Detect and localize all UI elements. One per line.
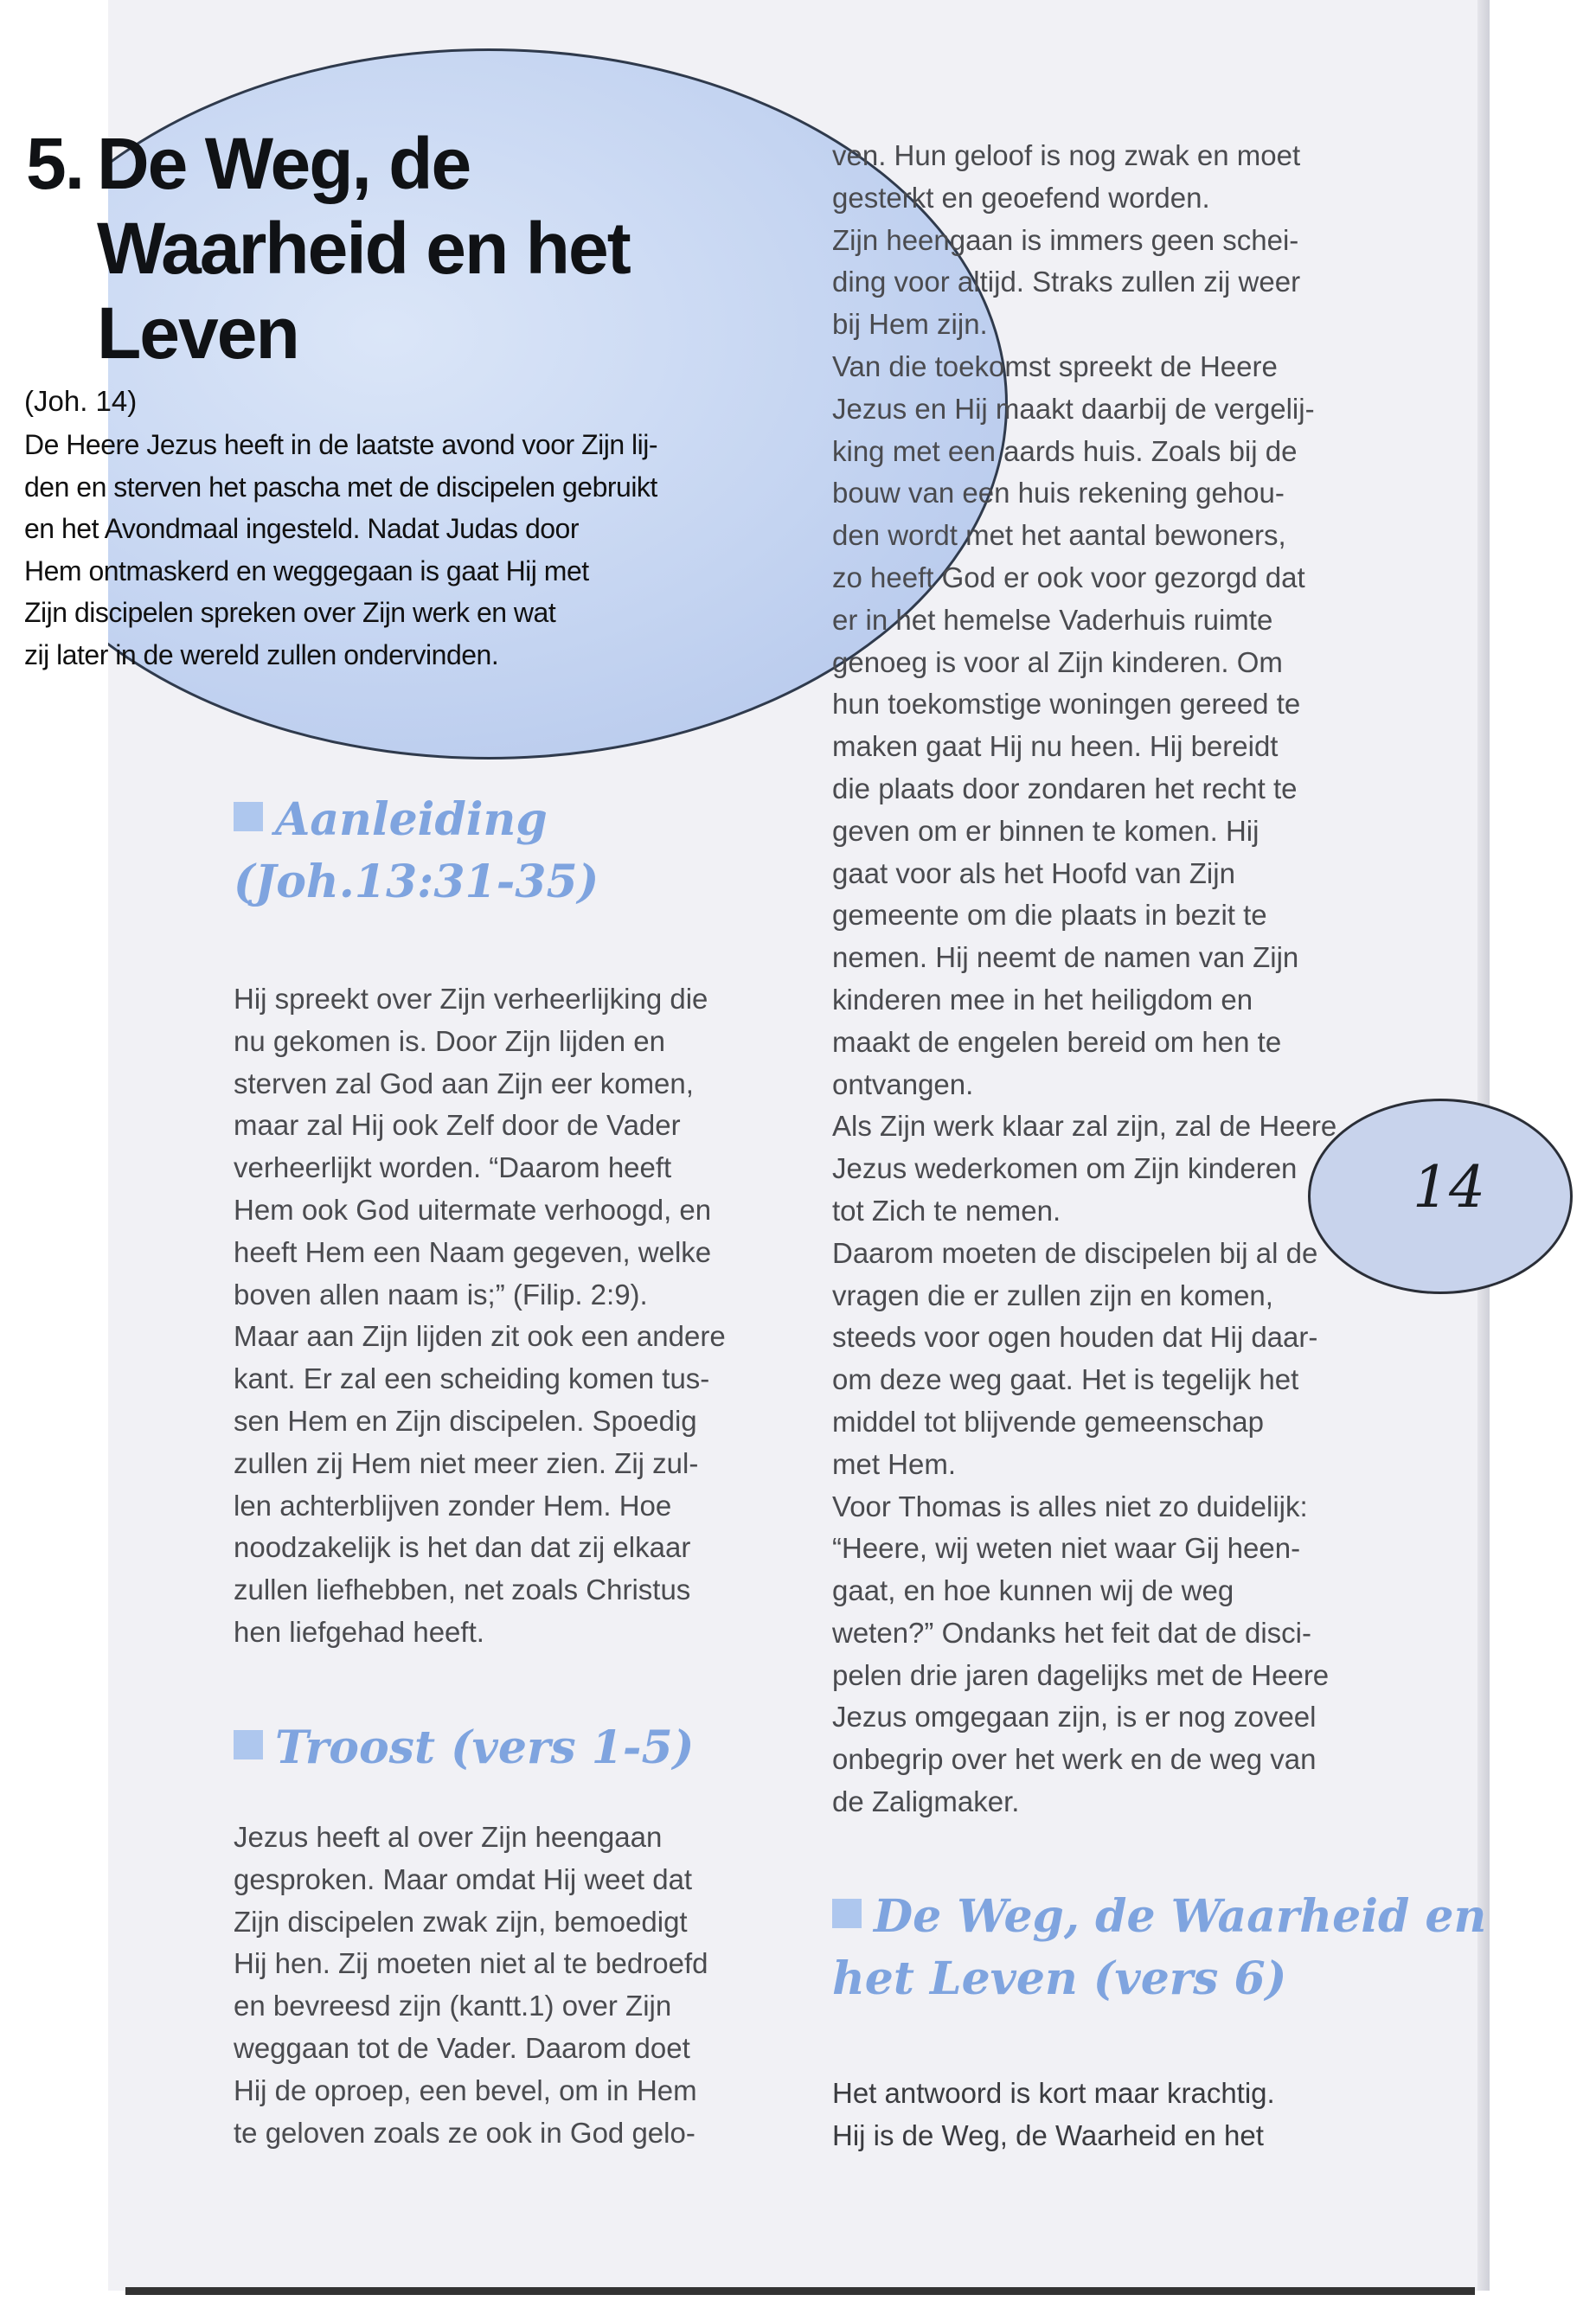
lesson-number: 5. — [26, 123, 84, 204]
text-line: noodzakelijk is het dan dat zij elkaar — [234, 1531, 691, 1564]
text-line: zullen liefhebben, net zoals Christus — [234, 1574, 691, 1606]
intro-line: den en sterven het pascha met de discipelen gebruikt — [24, 471, 657, 503]
text-line: kinderen mee in het heiligdom en — [832, 983, 1253, 1016]
text-line: en bevreesd zijn (kantt.1) over Zijn — [234, 1990, 672, 2022]
text-line: gaat, en hoe kunnen wij de weg — [832, 1574, 1234, 1607]
text-line: bij Hem zijn. — [832, 308, 988, 341]
page-title — [26, 121, 630, 375]
text-line: len achterblijven zonder Hem. Hoe — [234, 1489, 672, 1522]
text-line: hun toekomstige woningen gereed te — [832, 688, 1301, 721]
paragraph-de-weg — [832, 2073, 1275, 2157]
text-line: king met een aards huis. Zoals bij de — [832, 434, 1298, 467]
page-number: 14 — [1413, 1154, 1485, 1221]
intro-line: en het Avondmaal ingesteld. Nadat Judas door — [24, 513, 579, 544]
text-line: “Heere, wij weten niet waar Gij heen- — [832, 1532, 1301, 1565]
heading-line: Aanleiding — [275, 793, 548, 846]
text-line: Zijn discipelen zwak zijn, bemoedigt — [234, 1905, 688, 1938]
text-line: ding voor altijd. Straks zullen zij weer — [832, 266, 1301, 298]
text-line: maken gaat Hij nu heen. Hij bereidt — [832, 730, 1279, 763]
text-line: Het antwoord is kort maar krachtig. — [832, 2077, 1275, 2109]
text-line: gemeente om die plaats in bezit te — [832, 899, 1267, 932]
title-line: Waarheid en het — [97, 208, 630, 289]
text-line: boven allen naam is;” (Filip. 2:9). — [234, 1278, 648, 1311]
intro-line: zij later in de wereld zullen ondervinden. — [24, 638, 499, 670]
text-line: Jezus omgegaan zijn, is er nog zoveel — [832, 1701, 1317, 1734]
text-line: Zijn heengaan is immers geen schei- — [832, 223, 1299, 256]
text-line: die plaats door zondaren het recht te — [832, 772, 1298, 804]
page-bottom-border — [125, 2287, 1475, 2295]
text-line: Daarom moeten de discipelen bij al de — [832, 1236, 1318, 1269]
text-line: Van die toekomst spreekt de Heere — [832, 349, 1278, 382]
text-line: Voor Thomas is alles niet zo duidelijk: — [832, 1490, 1308, 1522]
heading-square-icon — [234, 802, 263, 831]
text-line: gesterkt en geoefend worden. — [832, 181, 1210, 214]
title-line: De Weg, de — [97, 123, 471, 204]
text-line: Hem ook God uitermate verhoogd, en — [234, 1193, 712, 1226]
text-line: Hij hen. Zij moeten niet al te bedroefd — [234, 1947, 708, 1980]
text-line: pelen drie jaren dagelijks met de Heere — [832, 1658, 1330, 1691]
paragraph-continuation — [832, 135, 1336, 1823]
bible-reference: (Joh. 14) — [24, 385, 138, 417]
text-line: Maar aan Zijn lijden zit ook een andere — [234, 1320, 726, 1353]
text-line: Jezus heeft al over Zijn heengaan — [234, 1821, 663, 1853]
text-line: middel tot blijvende gemeenschap — [832, 1405, 1264, 1438]
intro-line: Hem ontmaskerd en weggegaan is gaat Hij met — [24, 554, 589, 586]
paragraph-troost — [234, 1817, 708, 2154]
text-line: genoeg is voor al Zijn kinderen. Om — [832, 645, 1283, 678]
text-line: verheerlijkt worden. “Daarom heeft — [234, 1151, 672, 1184]
text-line: sen Hem en Zijn discipelen. Spoedig — [234, 1404, 697, 1437]
text-line: nemen. Hij neemt de namen van Zijn — [832, 941, 1299, 974]
intro-paragraph — [24, 424, 708, 676]
text-line: Als Zijn werk klaar zal zijn, zal de Heere — [832, 1110, 1337, 1143]
text-line: nu gekomen is. Door Zijn lijden en — [234, 1024, 665, 1057]
text-line: Jezus en Hij maakt daarbij de vergelij- — [832, 392, 1315, 425]
section-heading-aanleiding — [234, 789, 599, 913]
text-line: gesproken. Maar omdat Hij weet dat — [234, 1862, 693, 1895]
text-line: geven om er binnen te komen. Hij — [832, 814, 1259, 847]
text-line: Hij de oproep, een bevel, om in Hem — [234, 2073, 697, 2106]
text-line: bouw van een huis rekening gehou- — [832, 477, 1285, 510]
text-line: onbegrip over het werk en de weg van — [832, 1743, 1317, 1776]
intro-line: Zijn discipelen spreken over Zijn werk en wat — [24, 597, 556, 628]
text-line: maakt de engelen bereid om hen te — [832, 1025, 1282, 1058]
text-line: steeds voor ogen houden dat Hij daar- — [832, 1321, 1318, 1354]
heading-line: Troost (vers 1-5) — [275, 1721, 695, 1774]
text-line: gaat voor als het Hoofd van Zijn — [832, 856, 1235, 889]
text-line: te geloven zoals ze ook in God gelo- — [234, 2116, 695, 2149]
text-line: zo heeft God er ook voor gezorgd dat — [832, 561, 1305, 593]
section-heading-troost — [234, 1717, 694, 1779]
paragraph-aanleiding — [234, 978, 726, 1654]
text-line: Hij spreekt over Zijn verheerlijking die — [234, 983, 708, 1015]
text-line: ven. Hun geloof is nog zwak en moet — [832, 139, 1301, 171]
text-line: kant. Er zal een scheiding komen tus- — [234, 1362, 710, 1395]
text-line: om deze weg gaat. Het is tegelijk het — [832, 1363, 1299, 1396]
title-line: Leven — [97, 292, 298, 374]
text-line: met Hem. — [832, 1447, 957, 1480]
text-line: den wordt met het aantal bewoners, — [832, 519, 1286, 552]
text-line: ontvangen. — [832, 1067, 974, 1100]
text-line: Jezus wederkomen om Zijn kinderen — [832, 1152, 1298, 1185]
text-line: tot Zich te nemen. — [832, 1194, 1061, 1227]
text-line: zullen zij Hem niet meer zien. Zij zul- — [234, 1446, 699, 1479]
text-line: weggaan tot de Vader. Daarom doet — [234, 2031, 690, 2064]
text-line: hen liefgehad heeft. — [234, 1615, 484, 1648]
text-line: vragen die er zullen zijn en komen, — [832, 1279, 1273, 1311]
text-line: heeft Hem een Naam gegeven, welke — [234, 1235, 712, 1268]
text-line: sterven zal God aan Zijn eer komen, — [234, 1067, 694, 1099]
text-line: weten?” Ondanks het feit dat de disci- — [832, 1616, 1311, 1649]
heading-square-icon — [234, 1730, 263, 1759]
heading-line: De Weg, de Waarheid en — [874, 1890, 1487, 1943]
heading-square-icon — [832, 1899, 862, 1928]
text-line: er in het hemelse Vaderhuis ruimte — [832, 603, 1273, 636]
text-line: de Zaligmaker. — [832, 1785, 1020, 1818]
text-line: Hij is de Weg, de Waarheid en het — [832, 2118, 1264, 2151]
section-heading-de-weg — [832, 1886, 1486, 2010]
heading-line: het Leven (vers 6) — [832, 1952, 1287, 2005]
heading-line: (Joh.13:31-35) — [234, 856, 599, 908]
text-line: maar zal Hij ook Zelf door de Vader — [234, 1109, 681, 1142]
intro-line: De Heere Jezus heeft in de laatste avond voor Zijn lij- — [24, 429, 657, 460]
